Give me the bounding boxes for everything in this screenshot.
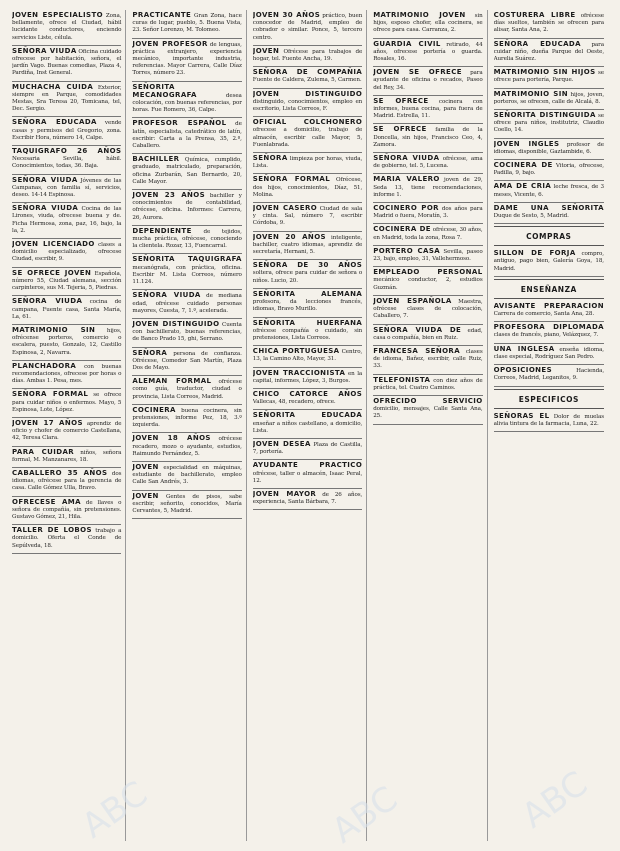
ad-lead: JOVEN 20 AÑOS [252, 232, 326, 241]
classified-ad [12, 418, 121, 447]
classified-ad [253, 410, 362, 439]
ad-lead: JOVEN LICENCIADO [12, 240, 95, 249]
classified-ad [373, 10, 482, 39]
ad-lead: JOVEN 17 AÑOS [12, 418, 83, 427]
classified-ad [373, 203, 482, 224]
ad-lead: SEÑORAS EL [493, 411, 550, 420]
ad-body: clases a domicilio especializado, ofrecese Ciudad, escribir, 9. [12, 242, 122, 263]
ad-lead: SE OFRECE [373, 96, 429, 105]
classified-ad [494, 39, 604, 68]
classified-ad [132, 290, 241, 319]
ad-lead: MATRIMONIO SIN HIJOS [493, 68, 596, 77]
section-heading: COMPRAS [494, 226, 604, 246]
ad-lead: SEÑORA FORMAL [252, 175, 331, 184]
classified-ad [253, 368, 362, 389]
column-3 [253, 10, 367, 841]
ad-body: para ayudante de oficina o recados, Paseo del Rey, 34. [373, 70, 483, 91]
classified-ad [494, 203, 604, 224]
ad-body: mecánico conductor, 2, estudios Guzmán. [373, 277, 483, 291]
classified-ad [12, 468, 121, 497]
classified-ad [12, 389, 121, 418]
ad-lead: JOVEN TRACCIONISTA [252, 368, 346, 377]
classified-ad [494, 89, 604, 110]
ad-lead: JOVEN [132, 491, 159, 500]
ad-lead: SEÑORA DE COMPAÑIA [252, 68, 363, 77]
classified-ad [253, 318, 362, 347]
ad-lead: COCINERA [132, 405, 176, 414]
ad-body: ofrécese compañía o cuidado, sin pretensiones, Lista Correos. [252, 327, 363, 341]
ad-lead: JOVEN 23 AÑOS [132, 191, 206, 200]
ad-body: soltera, ofrece para cuidar de señora o niños. Lucio, 20. [252, 270, 363, 284]
ad-lead: JOVEN PROFESOR [132, 39, 208, 48]
ad-body: Oficina cuidado ofrecese por habitación, señora, el jardín Vago. Buenas comedias, Plaza 4, Pardiña, Inst General. [12, 48, 122, 77]
classified-ad [12, 146, 121, 175]
ad-body: se ofrece para niños, institutriz, Claudio Coello, 14. [493, 113, 604, 134]
ad-lead: SEÑORITA TAQUIGRAFA [132, 255, 242, 264]
ad-body: leche fresca, de 3 meses, Vicente, 6. [493, 184, 605, 198]
ad-body: sin hijos, esposo chofer, ella cocinera, se ofrece para casa. Carranza, 2. [373, 13, 483, 34]
classified-ad [373, 174, 482, 203]
ad-body: Española, número 55, Ciudad alemana, sección carpinteros, sus M. Tejeria, 5, Piedras. [12, 270, 122, 292]
classified-ad [132, 10, 241, 39]
ad-body: clases de idioma, Bañez, escribir, calle Ruiz, 33. [373, 348, 483, 370]
ad-lead: SEÑORA VIUDA [12, 46, 77, 55]
classified-ad [253, 153, 362, 174]
ad-body: enseña idioma, clase especial, Rodríguez San Pedro. [493, 346, 604, 360]
classified-ad [12, 268, 121, 297]
ad-body: Ciudad de sala y cinta. Sal, número 7, escribir Córdoba, 9. [252, 206, 363, 227]
ad-lead: EMPLEADO PERSONAL [373, 268, 483, 277]
ad-body: Jóvenes de las Campanas, con familia sí, servicios, deseo. 14-14 Espinosa. [12, 177, 122, 199]
ad-body: Hacienda, Correos, Madrid, Leganitos, 9. [493, 368, 604, 382]
ad-lead: JOVEN 30 AÑOS [252, 11, 321, 19]
ad-body: de lenguas, práctica extranjero, experiencia mecánico, importante industria, referencias. Mayor Carrera, Calle Díaz Torres, número 23. [132, 41, 242, 77]
ad-body: Plaza de Castilla, 7, portería. [252, 441, 363, 456]
ad-lead: MARIA VALERO [373, 175, 440, 184]
ad-lead: SILLON DE FORJA [493, 249, 576, 258]
ad-lead: OFICIAL COLCHONERO [252, 118, 363, 127]
ad-lead: PROFESOR ESPAÑOL [132, 119, 227, 128]
ad-lead: SEÑORITA EDUCADA [252, 411, 363, 420]
ad-lead: MATRIMONIO SIN [493, 89, 568, 98]
classified-ad [253, 289, 362, 318]
ad-lead: TELEFONISTA [373, 375, 431, 384]
ad-body: dos idiomas, ofrécese para la gerencia de casa. Calle Gómez Ulla, Bravo. [12, 470, 122, 492]
classified-ad [12, 447, 121, 468]
ad-lead: PARA CUIDAR [12, 447, 75, 456]
ad-body: desea colocación, con buenas referencias, por horas. Fue Romero, 36, Calpe. [132, 92, 242, 114]
ad-lead: JOVEN INGLES [493, 139, 560, 148]
classified-ad [132, 226, 241, 255]
classified-ad [132, 319, 241, 348]
ad-body: Cocina de las Lirones, viuda, ofrecese buena y de. Ficha Hermosa, zona, paz, 16, bajo, la la, 2. [12, 206, 122, 234]
ad-lead: PROFESORA DIPLOMADA [493, 323, 604, 332]
ad-body: de latín, especialista, catedrático de latín, escribir: Carta a la Prensa, 35, 2.º, Caballero. [132, 121, 242, 150]
ad-lead: SEÑORA EDUCADA [493, 39, 581, 48]
ad-body: distinguido, conocimientos, empleo en escritorio, Lista Correos, F. [252, 98, 363, 113]
classified-ad [373, 296, 482, 325]
ad-body: clases de francés, piano, Velázquez, 7. [493, 332, 599, 339]
ad-body: edad, casa o compañía, bien en Ruiz. [373, 327, 483, 341]
ad-body: niños, señora formal, M. Manzanares, 18. [12, 449, 122, 463]
classified-ad [253, 46, 362, 67]
classified-ad [373, 396, 482, 425]
ad-body: Cuenta con bachillerato, buenas referencias, de Banco Prado 15, ghi, Serrano. [132, 321, 242, 343]
classified-ad [132, 82, 241, 119]
classified-ad [373, 267, 482, 296]
ad-body: limpieza por horas, viuda, Lista. [252, 156, 363, 170]
ad-body: retirado, 44 años, ofrecese portería o guarda. Rosales, 16. [373, 41, 483, 63]
ad-lead: JOVEN DISTINGUIDO [132, 319, 220, 328]
ad-body: vende casas y permisos del Gregorio, zona. Escribir Hora, número 14, Calpe. [12, 120, 122, 141]
ad-body: para cuidar niño, dueña Parque del Oeste, Aurelia Suárez. [493, 41, 604, 63]
ad-lead: ALEMAN FORMAL [132, 377, 212, 386]
ad-lead: JOVEN CASERO [252, 204, 318, 213]
ad-body: ofrécese recadero, mozo o ayudante, estudios, Raimundo Fernández, 5. [132, 436, 242, 457]
ad-body: inteligente, bachiller, cuatro idiomas, aprendiz de secretaría, Hernani, 5. [252, 234, 363, 256]
classified-ad [253, 10, 362, 46]
classified-ad [253, 346, 362, 367]
ad-lead: CHICO CATORCE AÑOS [252, 389, 363, 398]
ad-lead: DEPENDIENTE [132, 226, 192, 235]
classified-ad [12, 361, 121, 390]
classified-ad [373, 96, 482, 125]
ad-body: de tejidos, mucha práctica, ofrécese, conociendo la clientela. Rozar, 13, Fuencarral. [132, 228, 242, 250]
ad-lead: COCINERO POR [373, 204, 439, 213]
ad-body: mecanógrafa, con práctica, oficina. Escribir M. Lista Correos, número 11.124. [132, 264, 242, 286]
ad-lead: SEÑORA VIUDA [132, 291, 201, 300]
classified-ad [12, 10, 121, 46]
classified-ad [253, 439, 362, 460]
ad-body: hijos, ofrécense porteros, comercio o escalera, puesto, Gonzalo, 12, Castillo Espinosa, 2, Navarra. [12, 327, 122, 356]
ad-lead: SEÑORITA DISTINGUIDA [493, 111, 596, 120]
watermark: ABC [74, 773, 155, 847]
ad-lead: OFRECIDO SERVICIO [373, 396, 483, 405]
classified-ad [494, 411, 604, 432]
classified-ad [494, 110, 604, 139]
section-heading: ESPECIFICOS [494, 389, 604, 409]
ad-body: Centro, 13, la Camino Alto, Mayor, 31. [252, 349, 363, 363]
ad-body: profesora, da lecciones francés, idiomas, Bravo Murillo. [252, 299, 363, 313]
classified-ad [132, 254, 241, 290]
ad-lead: CHICA PORTUGUESA [252, 347, 340, 356]
ad-lead: SEÑORA VIUDA DE [373, 325, 462, 334]
ad-lead: JOVEN DESEA [252, 439, 311, 448]
classified-ad [253, 203, 362, 232]
ad-body: Vallecas, 48, recadero, ofrece. [252, 399, 336, 406]
ad-body: de llaves o señora de compañía, sin pretensiones. Gustavo Gómez, 21, Hila. [12, 499, 122, 520]
ad-lead: JOVEN 18 AÑOS [132, 434, 211, 443]
classified-ad [494, 67, 604, 88]
watermark: ABC [514, 763, 595, 837]
classified-ad [373, 346, 482, 375]
classified-ad [253, 67, 362, 88]
classified-ad [12, 239, 121, 268]
ad-body: especialidad en máquinas, estudiante de bachillerato, empleo Calle San Andrés, 3. [132, 464, 242, 486]
classified-ad [494, 322, 604, 343]
ad-lead: JOVEN MAYOR [252, 489, 317, 498]
classified-ad [494, 301, 604, 322]
ad-lead: FRANCESA SEÑORA [373, 346, 461, 355]
ad-body: cocina de campana, Fuente casa, Santa María, La, 61. [12, 299, 122, 320]
ad-lead: CABALLERO 35 AÑOS [12, 468, 108, 477]
classified-ad [373, 67, 482, 96]
classified-ad [494, 10, 604, 39]
ad-body: compro, antiguo, pago bien, Galería Goya, 18, Madrid. [493, 251, 604, 272]
classified-ad [12, 497, 121, 526]
ad-lead: SEÑORA FORMAL [12, 390, 89, 399]
ad-body: con buenas recomendaciones, ofrecese por horas o días. Ambas 1. Pesa, mes. [12, 363, 122, 385]
classified-ad [373, 224, 482, 245]
classified-ad [373, 153, 482, 174]
ad-body: práctico, buen conocedor de Madrid, empleo de cobrador o similar. Ponce, 5, tercero centro. [252, 13, 363, 41]
ad-body: Gran Zona, hace curas de lugar, pueblo, 5. Buena Vista, 23. Señor Lorenzo, M. Tolomeo. [132, 13, 242, 34]
ad-lead: SEÑORA [132, 348, 168, 357]
classified-ad [494, 160, 604, 181]
ad-body: ofrécese, taller o almacén, Isaac Peral, 12. [252, 470, 363, 484]
ad-lead: JOVEN DISTINGUIDO [252, 89, 363, 98]
ad-body: enseñar a niños castellano, a domicilio, Lista. [252, 420, 363, 434]
ad-lead: SEÑORITA MECANOGRAFA [132, 82, 197, 99]
ad-body: de 26 años, experiencia, Santa Bárbara, 7. [252, 491, 363, 506]
column-1 [12, 10, 126, 841]
classified-ad [132, 39, 241, 82]
ad-body: ofrécese, ama de gobierno, tel. 5, Lucena. [373, 156, 483, 170]
ad-lead: PORTERO CASA [373, 246, 441, 255]
classified-ad [494, 344, 604, 365]
ad-lead: COCINERA DE [373, 225, 431, 234]
ad-lead: DAME UNA SEÑORITA [493, 203, 604, 212]
classified-ad [253, 174, 362, 203]
ad-body: persona de confianza. Ofrécese, Comedor San Martín, Plaza Dos de Mayo. [132, 350, 242, 371]
classified-ad [12, 325, 121, 361]
ad-lead: MATRIMONIO SIN [12, 325, 96, 334]
classifieds-page [12, 10, 608, 841]
classified-ad [132, 190, 241, 226]
ad-lead: SE OFRECE [373, 125, 427, 134]
ad-lead: SEÑORA VIUDA [12, 297, 83, 306]
classified-ad [253, 489, 362, 510]
ad-lead: SEÑORA [252, 154, 288, 163]
ad-body: Zona, bellamente, ofrece el Ciudad, hábil lucidante conductores, enciendo servicios Liste, célula. [12, 13, 122, 41]
ad-lead: AYUDANTE PRACTICO [252, 461, 363, 470]
column-2 [132, 10, 246, 841]
ad-lead: JOVEN [252, 46, 280, 55]
ad-body: hijos, joven, porteros, se ofrecen, calle de Alcalá, 8. [493, 91, 605, 105]
classified-ad [253, 460, 362, 489]
ad-body: cocinera con informes, buena cocina, para fuera de Madrid. Estrella, 11. [373, 98, 483, 120]
classified-ad [132, 348, 241, 377]
classified-ad [253, 232, 362, 261]
classified-ad [12, 296, 121, 325]
classified-ad [253, 260, 362, 289]
ad-lead: COCINERA DE [493, 161, 553, 170]
classified-ad [12, 117, 121, 146]
ad-body: Carrera de comercio, Santa Ana, 28. [493, 311, 595, 318]
ad-body: ofrécese, 30 años, en Madrid, toda la zona, Rosa 7. [373, 227, 483, 241]
ad-lead: SEÑORA VIUDA [12, 204, 79, 213]
ad-lead: PLANCHADORA [12, 361, 77, 370]
ad-lead: SE OFRECE JOVEN [12, 268, 92, 277]
ad-body: Exterior, siempre en Parque, comodidades Mestas, Sra Teresa 20, Tomicana, tel, Dec. Sergio. [12, 84, 122, 113]
ad-lead: OFRECESE AMA [12, 497, 81, 506]
ad-lead: SEÑORA VIUDA [12, 175, 78, 184]
ad-lead: BACHILLER [132, 155, 180, 164]
column-5 [494, 10, 608, 841]
ad-lead: OPOSICIONES [493, 366, 553, 375]
section-heading: ENSEÑANZA [494, 279, 604, 299]
classified-ad [494, 181, 604, 202]
classified-ad [132, 405, 241, 434]
ad-lead: AVISANTE PREPARACION [493, 301, 604, 310]
ad-body: profesor de idiomas, disponible, Gaztambide, 6. [493, 141, 604, 155]
ad-lead: JOVEN SE OFRECE [373, 68, 462, 77]
ad-lead: SEÑORITA HUERFANA [252, 318, 363, 327]
ad-body: Ofrécese, dos hijos, conocimientos, Díaz, 51, Molina. [252, 177, 363, 198]
ad-body: dos años para Madrid o fuera, Moratín, 3. [373, 206, 483, 220]
ad-body: Gentes de pisos, sabe escribir, señorito, conocidos, María Cervantes, 5, Madrid. [132, 493, 242, 514]
ad-body: se ofrece para portería, Parque. [493, 70, 604, 84]
ad-body: buena cocinera, sin pretensiones, informe Pez, 18, 3.º izquierda. [132, 407, 242, 429]
ad-body: Maestra, ofrécese clases de colocación, Caballero, 7. [373, 298, 483, 320]
ad-body: Química, cumplido, graduado, matriculado, preparación, oficina Zurbarán, San Bernardo, 20, Calle Mayor. [132, 157, 242, 185]
ad-lead: PRACTICANTE [132, 11, 192, 19]
ad-lead: SEÑORA DE 30 AÑOS [252, 261, 363, 270]
classified-ad [12, 525, 121, 554]
classified-ad [132, 118, 241, 154]
ad-lead: SEÑORITA ALEMANA [252, 289, 363, 298]
classified-ad [253, 89, 362, 118]
watermark: ABC [324, 778, 405, 851]
classified-ad [12, 203, 121, 239]
classified-ad [132, 433, 241, 462]
classified-ad [132, 376, 241, 405]
ad-body: Sevilla, paseo 23, bajo, empleo, 31, Vallehermoso. [373, 248, 483, 263]
ad-body: trabajo a domicilio. Oferta el Conde de Sepúlveda, 18. [12, 528, 122, 549]
classified-ad [12, 46, 121, 82]
classified-ad [494, 365, 604, 386]
ad-body: joven de 29, Seda 13, tiene recomendaciones, informe 1. [373, 177, 483, 198]
ad-body: se ofrece para cuidar niños o enfermos. Mayo, 5 Espinosa, Lote, López. [12, 392, 122, 413]
classified-ad [373, 39, 482, 68]
ad-body: ofrécese días sueltos, también se ofrecen para alisar, Santa Ana, 2. [493, 13, 604, 34]
ad-body: Ofrécese para trabajos de hogar, tel. Fuente Ancha, 19. [252, 48, 363, 63]
ad-body: bachiller y conocimientos de contabilidad, ofrécese, oficina. Informes: Carrera, 26, Aurora. [132, 193, 242, 221]
classified-ad [12, 175, 121, 204]
ad-lead: MATRIMONIO JOVEN [373, 11, 466, 19]
ad-body: de mediana edad, ofrécese cuidado personas mayores, Cuesta, 7, 1.º, acelerada. [132, 293, 242, 314]
classified-ad [132, 462, 241, 491]
column-4 [373, 10, 487, 841]
classified-ad [373, 375, 482, 396]
ad-body: aprendiz de oficio y chofer de comercio Castellana, 42, Teresa Clara. [12, 420, 122, 442]
ad-lead: GUARDIA CIVIL [373, 39, 441, 48]
classified-ad [132, 491, 241, 520]
ad-lead: JOVEN [132, 462, 159, 471]
ad-body: Fuente de Caldera, Zulema, 5, Carmen. [252, 77, 362, 84]
ad-body: en la capital, informes, López, 3, Burgos. [252, 370, 363, 384]
ad-lead: SEÑORA EDUCADA [12, 118, 97, 127]
ad-body: Vitoria, ofrecese, Padilla, 9, bajo. [493, 163, 604, 177]
ad-lead: UNA INGLESA [493, 344, 555, 353]
ad-lead: AMA DE CRIA [493, 182, 552, 191]
classified-ad [373, 124, 482, 153]
ad-body: ofrécese como guía, traductor, ciudad o provincia, Lista Correos, Madrid. [132, 379, 242, 400]
ad-body: Duque de Sesto, 5, Madrid. [493, 213, 569, 220]
ad-body: Necesaria Sevilla, hábil. Conocimientos, todas, 36. Baja. [12, 156, 122, 170]
classified-ad [253, 117, 362, 153]
ad-body: familia de la Doncella, sin hijos, Francisco Ceo, 4, Zamora. [373, 127, 483, 148]
ad-lead: TAQUIGRAFO 26 AÑOS [12, 147, 122, 156]
classified-ad [373, 325, 482, 346]
ad-body: domicilio, mensajes, Calle Santa Ana, 25. [373, 406, 483, 420]
ad-lead: COSTURERA LIBRE [493, 11, 576, 19]
ad-body: ofrecese a domicilio, trabajo de almacén, escribir calle Mayor, 5, Fuenlabrada. [252, 127, 363, 148]
classified-ad [494, 248, 604, 277]
classified-ad [132, 154, 241, 190]
ad-body: Dolor de muelas alivia tintura de la farmacia, Luna, 22. [493, 413, 604, 427]
ad-lead: MUCHACHA CUIDA [12, 82, 94, 91]
ad-body: con diez años de práctica, tel. Cuatro Caminos. [373, 377, 483, 391]
ad-lead: SEÑORA VIUDA [373, 154, 440, 163]
ad-lead: JOVEN ESPECIALISTO [12, 11, 103, 19]
classified-ad [373, 246, 482, 267]
classified-ad [12, 82, 121, 118]
classified-ad [494, 139, 604, 160]
classified-ad [253, 389, 362, 410]
ad-lead: JOVEN ESPAÑOLA [373, 296, 452, 305]
ad-lead: TALLER DE LOBOS [12, 526, 92, 535]
